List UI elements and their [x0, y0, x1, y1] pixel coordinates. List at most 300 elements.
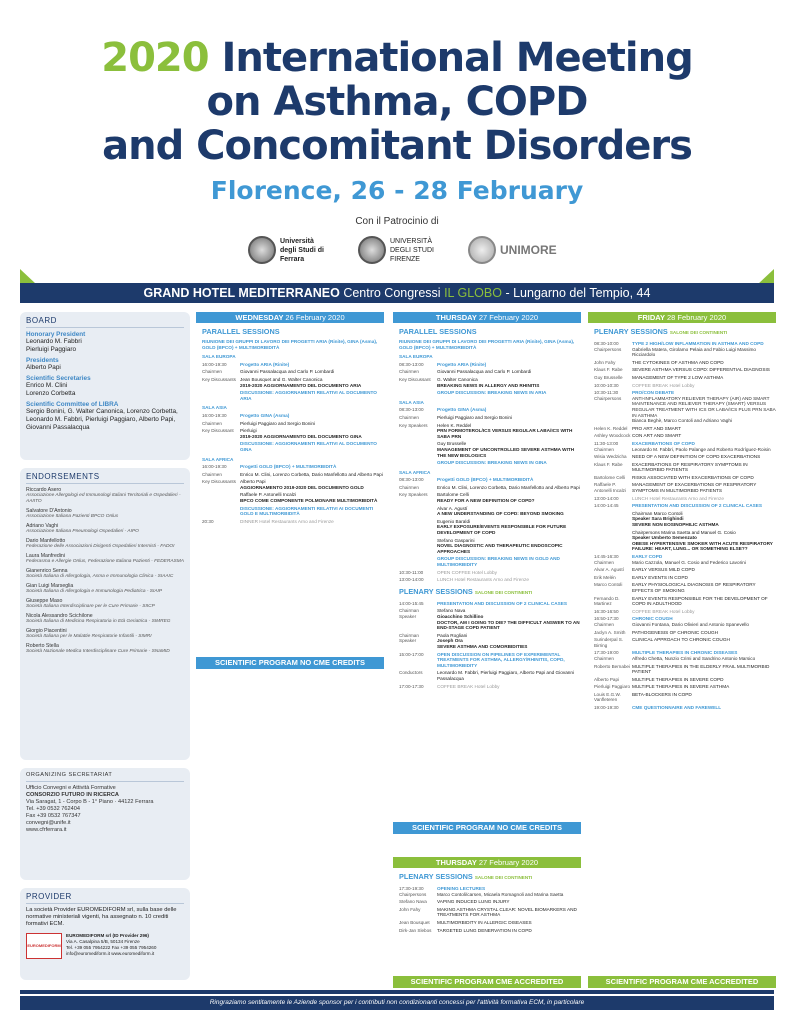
program-content — [240, 390, 384, 401]
thu-plenary-rows — [393, 599, 581, 689]
program-time-or-role — [399, 886, 437, 897]
program-content — [437, 519, 581, 536]
program-content — [240, 369, 384, 375]
endorser-org: Società Italiana di Medicina Respiratoria in Età Geriatrica - SIMREG — [26, 619, 171, 624]
endorser-name: Riccardo Asero — [26, 487, 62, 493]
row-left-line: Key Discussants — [202, 479, 236, 485]
program-row — [202, 428, 384, 439]
row-right-line: Bartolome Celli — [437, 492, 469, 498]
unimore-logo — [468, 236, 557, 270]
program-content — [632, 530, 776, 552]
program-content — [632, 433, 776, 439]
program-row — [594, 454, 776, 460]
venue-banner — [20, 283, 774, 303]
program-row — [399, 492, 581, 503]
program-content — [240, 492, 384, 503]
board-box — [20, 312, 190, 460]
title-text-1: International Meeting — [221, 35, 693, 81]
row-left-line: Alvar A. Agustí — [594, 567, 624, 573]
program-time-or-role — [594, 530, 632, 552]
program-time-or-role — [399, 362, 437, 368]
program-content — [437, 460, 581, 466]
program-content — [632, 677, 776, 683]
program-time-or-role — [399, 441, 437, 458]
provider-box — [20, 888, 190, 980]
wed-session-title: PARALLEL SESSIONS — [202, 327, 280, 336]
program-content — [632, 462, 776, 473]
program-content — [437, 441, 581, 458]
program-time-or-role — [594, 433, 632, 439]
row-left-line: 10:30-11:00 — [399, 569, 424, 575]
program-time-or-role — [594, 375, 632, 381]
program-row — [399, 899, 581, 905]
fri-session-room: SALONE DEI CONTINENTI — [669, 330, 728, 335]
endorser-name: Giorgio Piacentini — [26, 628, 67, 634]
row-left-line: 16:00-19:30 — [202, 412, 227, 418]
row-left-line: 08:30-13:00 — [399, 477, 424, 483]
program-content — [240, 519, 384, 525]
program-row — [399, 477, 581, 483]
program-row — [202, 479, 384, 490]
thu-plenary-label: PLENARY SESSIONS — [399, 586, 473, 596]
thu-scientific-banner: SCIENTIFIC PROGRAM NO CME CREDITS — [393, 822, 581, 834]
endorser-name: Gianenrico Senna — [26, 568, 68, 574]
endorser-org: Società Italiana Interdisciplinare per le Cure Primarie - SIICP — [26, 604, 155, 609]
row-left-line: Key Discussant — [399, 376, 431, 382]
program-time-or-role — [594, 390, 632, 424]
program-time-or-role — [399, 492, 437, 503]
program-content — [437, 652, 581, 669]
row-left-line: 08:30-13:00 — [399, 361, 424, 367]
row-right-line: RISKS ASSOCIATED WITH EXACERBATIONS OF COPD — [632, 474, 754, 480]
row-right-line: Enrico M. Clini, Lorenzo Corbetta, Dario Manfellotto and Alberto Papi — [437, 484, 580, 490]
program-content — [437, 477, 581, 483]
row-right-line: Alfredo Chetta, Nunzio Crimi and Sandrino Antonio Marsico — [632, 655, 756, 661]
program-time-or-role — [202, 506, 240, 517]
thu-evening-label: PLENARY SESSIONS — [399, 872, 473, 881]
header — [0, 0, 794, 270]
program-row — [399, 460, 581, 466]
row-right-line: Progetto ARIA (Rinite) — [240, 361, 290, 367]
program-time-or-role — [202, 492, 240, 503]
row-right-line: GROUP DISCUSSION: BREAKING NEWS IN GINA — [437, 460, 547, 466]
wednesday-column — [196, 312, 384, 667]
row-right-line: PATHOGENESIS OF CHRONIC COUGH — [632, 629, 719, 635]
program-time-or-role — [594, 454, 632, 460]
ferrara-seal-icon — [248, 236, 276, 264]
row-right-line: CON ART AND SMART — [632, 433, 682, 439]
program-content — [437, 920, 581, 926]
program-time-or-role — [594, 496, 632, 502]
fri-session-title — [594, 327, 776, 336]
row-right-line: Pierluigi Paggiaro and Sergio Bonini — [437, 414, 513, 420]
program-time-or-role — [399, 928, 437, 934]
program-time-or-role — [202, 421, 240, 427]
row-left-line: Pierluigi Paggiaro — [594, 684, 631, 690]
program-row — [399, 556, 581, 567]
program-content — [437, 684, 581, 690]
thu-plenary-room: SALONE DEI CONTINENTI — [474, 589, 533, 595]
endorsements-box — [20, 468, 190, 760]
row-right-line: G. Walter Canonica — [437, 376, 478, 382]
program-content — [437, 538, 581, 555]
row-left-line: Erik Melén — [594, 574, 616, 580]
program-row — [399, 415, 581, 421]
program-time-or-role — [594, 441, 632, 452]
program-content — [632, 503, 776, 509]
program-time-or-role — [399, 519, 437, 536]
row-left-line: 13:00-14:00 — [399, 577, 424, 583]
row-left-line: Klaus F. Rabe — [594, 461, 623, 467]
row-right-line: DISCUSSIONE: AGGIORNAMENTI RELATIVI AL DOCUMENTO ARIA — [240, 390, 377, 401]
title-line-2: on Asthma, COPD — [206, 79, 588, 125]
program-time-or-role — [594, 575, 632, 581]
room-heading: SALA AFRICA — [202, 456, 234, 462]
program-time-or-role — [399, 899, 437, 905]
program-time-or-role — [202, 464, 240, 470]
row-right-line: Speaker Umberto Semenzato — [632, 535, 697, 541]
row-right-line: BREAKING NEWS IN ALLERGY AND RHINITIS — [437, 382, 540, 388]
program-time-or-role — [202, 377, 240, 388]
program-content — [240, 428, 384, 439]
row-right-line: Chairman Marco Contoli — [632, 510, 683, 516]
row-left-line: Helen K. Reddel — [594, 425, 628, 431]
program-content — [240, 377, 384, 388]
program-time-or-role — [399, 538, 437, 555]
row-right-line: AGGIORNAMENTO 2019-2020 DEL DOCUMENTO GOLD — [240, 484, 364, 490]
program-row — [594, 596, 776, 607]
program-row — [594, 554, 776, 565]
program-time-or-role — [594, 596, 632, 607]
row-left-line: 14:00-14:45 — [594, 503, 619, 509]
program-row — [399, 608, 581, 630]
program-content — [240, 441, 384, 452]
program-time-or-role — [594, 383, 632, 389]
row-left-line: Chairpersons — [399, 891, 427, 897]
row-left-line: Speaker — [399, 638, 417, 644]
row-left-line: Stefano Nava — [399, 899, 427, 905]
footer-text: Ringraziamo sentitamente le Aziende sponsor per i contributi non condizionanti concessi per l'attività formativa ECM, in particolare — [20, 996, 774, 1010]
row-left-line: 17:30-19:30 — [399, 886, 424, 891]
program-time-or-role — [399, 460, 437, 466]
board-list — [26, 331, 184, 432]
row-right-line: Progetto ARIA (Rinite) — [437, 361, 487, 367]
program-content — [240, 421, 384, 427]
program-content — [437, 407, 581, 413]
program-row — [594, 375, 776, 381]
program-time-or-role — [399, 369, 437, 375]
thursday-column — [393, 312, 581, 986]
board-names: Enrico M. Clini — [26, 382, 68, 389]
row-left-line: Chairman — [399, 632, 419, 638]
program-row — [594, 496, 776, 502]
program-content — [437, 556, 581, 567]
program-row — [594, 503, 776, 509]
program-row — [399, 670, 581, 681]
row-left-line: Surinderpal S. Birring — [594, 637, 624, 648]
row-right-line: OBESE HYPERTENSIVE SMOKER WITH ACUTE RESPIRATORY FAILURE: HEART, LUNG... OR SOMETHING ELSE?? — [632, 540, 773, 552]
program-row — [399, 369, 581, 375]
program-content — [632, 637, 776, 648]
row-right-line: BPCO COME COMPONENTE POLMONARE MULTIMORBIDITÀ — [240, 498, 378, 504]
wed-intro: RIUNIONE DEI GRUPPI DI LAVORO DEI PROGETTI ARIA (Rinite), GINA (Asma), GOLD (BPCO) + MULTIMORBIDITÀ — [202, 339, 378, 350]
program-row — [399, 577, 581, 583]
row-right-line: PRESENTATION AND DISCUSSION OF 2 CLINICAL CASES — [437, 600, 568, 606]
row-left-line: John Fahy — [399, 906, 421, 912]
program-row — [594, 511, 776, 528]
row-right-line: EARLY PHYSIOLOGICAL DIAGNOSIS OF RESPIRATORY EFFECTS OF SMOKING — [632, 582, 756, 593]
fri-date: 28 February 2020 — [666, 313, 727, 322]
row-left-line: Chairmen — [594, 621, 614, 627]
venue-address: - Lungarno del Tempio, 44 — [505, 286, 651, 300]
row-left-line: 17:00-17:30 — [399, 683, 424, 689]
program-content — [240, 479, 384, 490]
row-left-line: Jean Bousquet — [399, 919, 430, 925]
program-content — [437, 608, 581, 630]
program-row — [399, 684, 581, 690]
thu-rows — [393, 350, 581, 583]
program-content — [437, 601, 581, 607]
organizing-box — [20, 768, 190, 880]
row-left-line: Guy Brusselle — [594, 374, 623, 380]
program-content — [437, 506, 581, 517]
row-left-line: Chairmen — [399, 369, 419, 375]
program-content — [240, 464, 384, 470]
endorser-name: Salvatore D'Antonio — [26, 508, 72, 514]
thu-session-title: PARALLEL SESSIONS — [399, 327, 477, 336]
board-names: Pierluigi Paggiaro — [26, 346, 77, 353]
program-row — [399, 886, 581, 897]
row-left-line: 13:00-14:00 — [594, 495, 619, 501]
row-right-line: Giovanni Fontana, Dario Olivieri and Antonio Spanevello — [632, 621, 749, 627]
program-row — [399, 928, 581, 934]
program-time-or-role — [399, 390, 437, 396]
row-right-line: GROUP DISCUSSION: BREAKING NEWS IN ARIA — [437, 390, 547, 396]
program-time-or-role — [399, 423, 437, 440]
row-right-line: DINNER Hotel Restaurants Arno and Firenze — [240, 518, 334, 524]
program-time-or-role — [594, 554, 632, 565]
program-row — [594, 530, 776, 552]
thursday-evening — [393, 857, 581, 933]
endorser-name: Roberto Stella — [26, 643, 59, 649]
row-left-line: 16:00-19:30 — [202, 464, 227, 470]
row-left-line: Wisia Wedzicha — [594, 454, 627, 460]
row-left-line: Roberto Bernabei — [594, 663, 631, 669]
program-row — [594, 462, 776, 473]
row-right-line: Giovanni Passalacqua and Carlo P. Lombardi — [240, 369, 335, 375]
row-right-line: Bianca Beghè, Marco Contoli and Adriano Vaghi — [632, 418, 732, 424]
row-right-line: MANAGEMENT OF TYPE 2 LOW ASTHMA — [632, 374, 724, 380]
program-content — [632, 360, 776, 366]
row-left-line: Ashley Woodcock — [594, 433, 631, 439]
program-content — [437, 670, 581, 681]
row-right-line: SEVERE ASTHMA AND COMORBIDITIES — [437, 643, 528, 649]
firenze-logo — [358, 236, 442, 270]
program-content — [437, 423, 581, 440]
firenze-logo-text: UNIVERSITÀ DEGLI STUDI FIRENZE — [390, 237, 434, 263]
thu-day-2: THURSDAY — [435, 858, 477, 867]
program-row — [399, 506, 581, 517]
row-right-line: Progetto GINA (Asma) — [240, 412, 290, 418]
venue-hotel: GRAND HOTEL MEDITERRANEO — [143, 286, 340, 300]
program-time-or-role — [202, 413, 240, 419]
program-row — [594, 567, 776, 573]
row-right-line: ANTI-INFLAMMATORY RELIEVER THERAPY (AIR) AND SMART MAINTENANCE AND RELIEVER THERAPY (SMART) VERSUS REGULAR TREATMENT WITH ICS OR LABA/ICS PLUS PRN SABA IN ASTHMA — [632, 395, 776, 418]
program-row — [399, 407, 581, 413]
ferrara-logo — [248, 236, 328, 270]
provider-address-line: info@euromediform.it www.euromediform.it — [66, 950, 155, 956]
row-left-line: Chairmen — [594, 655, 614, 661]
program-time-or-role — [399, 556, 437, 567]
board-names: Alberto Papi — [26, 364, 61, 371]
row-left-line: Jaclyn A. Smith — [594, 629, 626, 635]
room-heading: SALA EUROPA — [399, 354, 433, 360]
program-content — [632, 650, 776, 661]
program-content — [632, 375, 776, 381]
board-role: Presidents — [26, 357, 59, 364]
program-content — [437, 633, 581, 650]
row-right-line: EARLY VERSUS MILD COPD — [632, 567, 695, 573]
title-year: 2020 — [101, 35, 209, 81]
program-content — [632, 482, 776, 493]
endorser-name: Nicola Alessandro Scichilone — [26, 613, 93, 619]
endorser-name: Laura Manfredini — [26, 553, 65, 559]
program-row — [594, 692, 776, 703]
row-left-line: Alberto Papi — [594, 676, 620, 682]
program-row — [594, 441, 776, 452]
row-left-line: 10:30-11:30 — [594, 390, 619, 396]
row-right-line: Pierluigi — [240, 428, 257, 434]
row-left-line: Speaker — [399, 613, 417, 619]
program-time-or-role — [399, 601, 437, 607]
program-row — [399, 538, 581, 555]
program-content — [437, 928, 581, 934]
program-content — [632, 582, 776, 593]
program-time-or-role — [594, 503, 632, 509]
row-left-line: Dirk-Jan Slebos — [399, 927, 432, 933]
program-time-or-role — [594, 482, 632, 493]
program-content — [632, 630, 776, 636]
program-row — [594, 426, 776, 432]
program-content — [437, 485, 581, 491]
row-right-line: MANAGEMENT OF UNCONTROLLED SEVERE ASTHMA WITH THE NEW BIOLOGICS — [437, 446, 575, 458]
program-row — [594, 664, 776, 675]
row-right-line: LUNCH Hotel Restaurants Arno and Firenze — [632, 495, 724, 501]
program-time-or-role — [594, 511, 632, 528]
row-right-line: DISCUSSIONE: AGGIORNAMENTI RELATIVI AI DOCUMENTI GOLD E MULTIMORBIDITÀ — [240, 505, 374, 517]
row-right-line: Stefano Nava — [437, 608, 466, 614]
thu-evening-rows — [393, 884, 581, 933]
program-time-or-role — [202, 472, 240, 478]
row-right-line: DISCUSSIONE: AGGIORNAMENTI RELATIVI AL DOCUMENTO GINA — [240, 441, 377, 452]
endorser-org: Associazione Italiana Pazienti BPCO Onlus — [26, 514, 119, 519]
program-time-or-role — [594, 692, 632, 703]
program-time-or-role — [594, 426, 632, 432]
org-line: Tel. +39 0532 762404 — [26, 806, 80, 812]
program-content — [632, 426, 776, 432]
row-left-line: Bartolome Celli — [594, 474, 626, 480]
endorser-name: Gian Luigi Marseglia — [26, 583, 74, 589]
program-row — [594, 650, 776, 661]
program-time-or-role — [202, 519, 240, 525]
row-right-line: MULTIPLE THERAPIES IN THE ELDERLY FRAIL MULTIMORBID PATIENT — [632, 663, 770, 675]
program-content — [632, 684, 776, 690]
row-right-line: CME QUESTIONNAIRE AND FAREWELL — [632, 705, 722, 711]
program-row — [399, 907, 581, 918]
row-right-line: A NEW UNDERSTANDING OF COPD: BEYOND SMOKING — [437, 511, 564, 517]
program-time-or-role — [594, 677, 632, 683]
program-time-or-role — [594, 630, 632, 636]
program-row — [594, 705, 776, 711]
row-right-line: MAKING ASTHMA CRYSTAL CLEAR: NOVEL BIOMARKERS AND TREATMENTS FOR ASTHMA — [437, 906, 577, 918]
row-right-line: LUNCH Hotel Restaurants Arno and Firenze — [437, 577, 529, 583]
program-time-or-role — [399, 485, 437, 491]
row-right-line: EARLY EVENTS IN COPD — [632, 574, 688, 580]
sidebar — [20, 312, 190, 988]
program-row — [202, 472, 384, 478]
program-time-or-role — [594, 475, 632, 481]
endorser-org: Società Italiana di Allergologia e Immunologia Pediatrica - SIAIP — [26, 589, 163, 594]
row-right-line: Chairpersons Marina Saetta and Manuel G. Cosio — [632, 529, 736, 535]
row-right-line: BETA-BLOCKERS IN COPD — [632, 691, 692, 697]
row-left-line: 16:50-17:30 — [594, 616, 619, 622]
program-row — [202, 413, 384, 419]
program-row — [594, 637, 776, 648]
row-right-line: PRESENTATION AND DISCUSSION OF 2 CLINICAL CASES — [632, 503, 763, 509]
thu-intro: RIUNIONE DEI GRUPPI DI LAVORO DEI PROGETTI ARIA (Rinite), GINA (Asma), GOLD (BPCO) + MULTIMORBIDITÀ — [399, 339, 575, 350]
row-right-line: PRN FORMOTEROL/ICS VERSUS REGULAR LABA/ICS WITH SABA PRN — [437, 428, 573, 439]
endorser-org: Società Italiana per le Malattie Respiratorie Infantili - SIMRI — [26, 634, 152, 639]
wednesday-header — [196, 312, 384, 323]
program-row — [202, 506, 384, 517]
row-right-line: Joseph Ora — [437, 638, 463, 644]
row-right-line: EXACERBATIONS OF COPD — [632, 440, 695, 446]
program-content — [437, 369, 581, 375]
program-content — [437, 886, 581, 897]
row-right-line: COFFEE BREAK Hotel Lobby — [632, 382, 695, 388]
program-row — [399, 485, 581, 491]
row-left-line: Key Speakers — [399, 422, 428, 428]
row-left-line: Louis E.G.W. Vanfleteren — [594, 691, 621, 703]
program-content — [632, 341, 776, 358]
program-time-or-role — [399, 652, 437, 669]
program-row — [399, 390, 581, 396]
org-line: Fax +39 0532 767347 — [26, 813, 81, 819]
program-content — [632, 383, 776, 389]
program-time-or-role — [202, 390, 240, 401]
row-right-line: 2019-2020 AGGIORNAMENTO DEL DOCUMENTO ARIA — [240, 382, 362, 388]
program-time-or-role — [594, 637, 632, 648]
row-right-line: Progetti GOLD (BPCO) + MULTIMORBIDITÀ — [240, 464, 337, 470]
program-row — [594, 383, 776, 389]
row-right-line: COFFEE BREAK Hotel Lobby — [632, 608, 695, 614]
row-right-line: Alberto Papi — [240, 479, 266, 485]
board-names: Leonardo M. Fabbri — [26, 338, 82, 345]
endorser-name: Giuseppe Maso — [26, 598, 63, 604]
row-right-line: Gabriella Matera, Girolamo Pelaia and Fabio Luigi Massimo Ricciardolo — [632, 346, 757, 358]
ferrara-logo-text: Università degli Studi di Ferrara — [280, 237, 324, 263]
program-content — [632, 441, 776, 452]
endorsements-list — [26, 487, 184, 655]
thu-day: THURSDAY — [435, 313, 477, 322]
row-left-line: 08:30-10:00 — [594, 341, 619, 346]
program-row — [202, 464, 384, 470]
program-content — [632, 705, 776, 711]
endorser-org: Associazione Allergologi ed Immunologi Italiani Territoriali e Ospedalieri - AAIITO — [26, 493, 181, 504]
program-row — [594, 360, 776, 366]
program-row — [202, 369, 384, 375]
program-row — [594, 390, 776, 424]
